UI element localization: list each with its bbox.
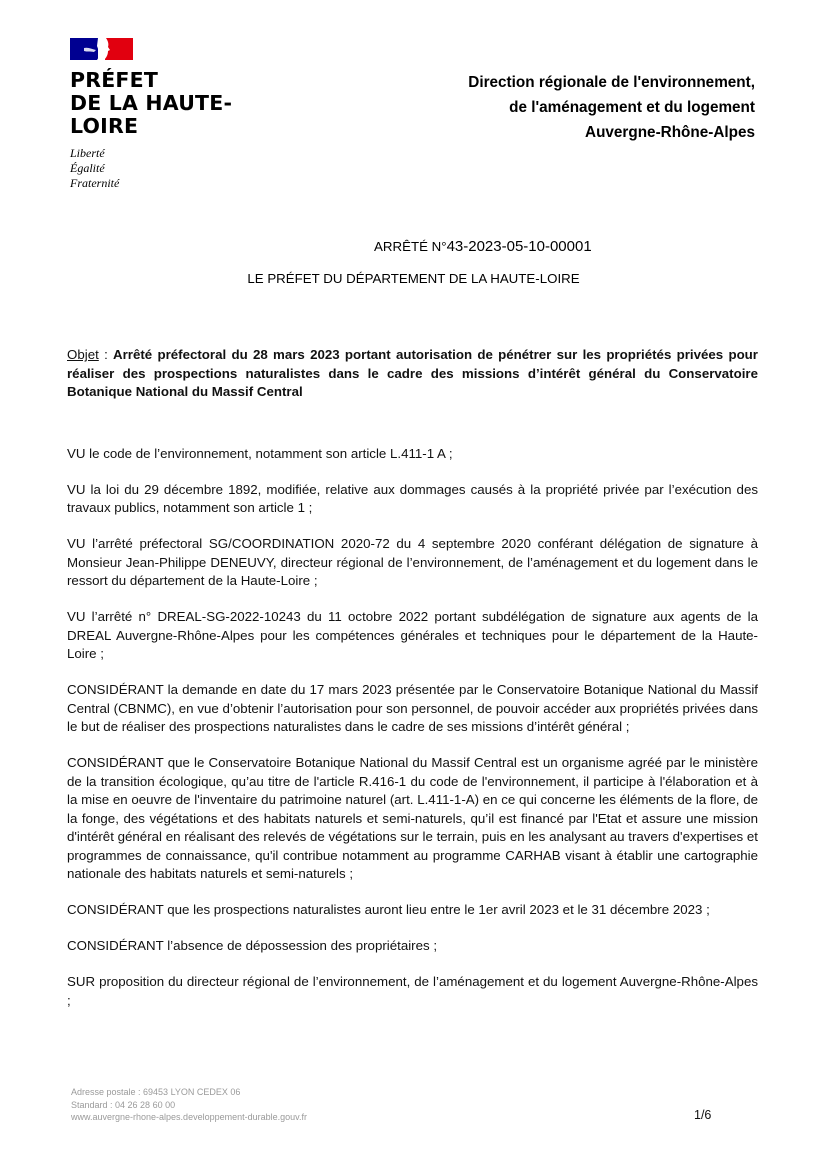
- issuing-service: [468, 70, 755, 145]
- visa-paragraph: VU la loi du 29 décembre 1892, modifiée, relative aux dommages causés à la propriété privée par l’exécution des travaux publics, notamment son article 1 ;: [67, 481, 758, 515]
- considerant-paragraph: CONSIDÉRANT la demande en date du 17 mars 2023 présentée par le Conservatoire Botanique National du Massif Central (CBNMC), en vue d’obtenir l’autorisation pour son personnel, de pouvoir accéder aux propriétés privées dans le but de réaliser des prospections naturalistes dans le cadre de ses missions d’intérêt général ;: [67, 682, 758, 734]
- republic-motto: [70, 146, 270, 191]
- service-line: Direction régionale de l'environnement,: [468, 74, 755, 91]
- footer-website: www.auvergne-rhone-alpes.developpement-durable.gouv.fr: [71, 1112, 307, 1122]
- arrete-number: [374, 238, 592, 255]
- institution-line: PRÉFET: [70, 68, 159, 92]
- arrete-number-value: 43-2023-05-10-00001: [446, 238, 592, 255]
- footer-phone: Standard : 04 26 28 60 00: [71, 1099, 176, 1110]
- objet-text: Arrêté préfectoral du 28 mars 2023 portant autorisation de pénétrer sur les propriétés privées pour réaliser des prospections naturalistes dans le cadre des missions d’intérêt général du Conservatoire Botanique National du Massif Central: [67, 347, 758, 399]
- footer-contact: [71, 1086, 307, 1124]
- institution-name: [70, 69, 270, 138]
- objet-paragraph: [67, 346, 758, 402]
- motto-egalite: Égalité: [70, 161, 105, 175]
- arrete-label: ARRÊTÉ N°: [374, 239, 447, 254]
- institution-line: LOIRE: [70, 114, 139, 138]
- visa-paragraph: VU l’arrêté préfectoral SG/COORDINATION 2020-72 du 4 septembre 2020 conférant délégation de signature à Monsieur Jean-Philippe DENEUVY, directeur régional de l’environnement, de l’aménagement et du logement dans le ressort du département de la Haute-Loire ;: [67, 536, 758, 588]
- institution-line: DE LA HAUTE-: [70, 91, 233, 115]
- prefecture-logo: [70, 38, 270, 191]
- objet-separator: :: [98, 347, 114, 362]
- considerant-paragraph: CONSIDÉRANT l’absence de dépossession des propriétaires ;: [67, 938, 438, 953]
- page-indicator: 1/6: [694, 1108, 712, 1122]
- marianne-profile-icon: [70, 38, 133, 60]
- considerant-paragraph: CONSIDÉRANT que les prospections naturalistes auront lieu entre le 1er avril 2023 et le 31 décembre 2023 ;: [67, 902, 710, 917]
- authority-title: LE PRÉFET DU DÉPARTEMENT DE LA HAUTE-LOIRE: [247, 271, 580, 286]
- proposition-paragraph: SUR proposition du directeur régional de l’environnement, de l’aménagement et du logement Auvergne-Rhône-Alpes ;: [67, 974, 758, 1008]
- footer-address: Adresse postale : 69453 LYON CEDEX 06: [71, 1087, 241, 1097]
- document-body: [67, 346, 758, 1010]
- service-line: Auvergne-Rhône-Alpes: [585, 124, 755, 141]
- considerant-paragraph: CONSIDÉRANT que le Conservatoire Botanique National du Massif Central est un organisme agréé par le ministère de la transition écologique, qu’au titre de l'article R.416-1 du code de l'environnement, il participe à l'élaboration et à la mise en oeuvre de l'inventaire du patrimoine naturel (art. L.411-1-A) en ce qui concerne les éléments de la flore, de la fonge, des végétations et des habitats naturels et semi-naturels, qu’il est financé par l'Etat et assure une mission d'intérêt général en réalisant des relevés de végétations sur le terrain, puis en les analysant au travers d'expertises et programmes de connaissance, qu'il contribue notamment au programme CARHAB visant à établir une cartographie nationale des habitats naturels et semi-naturels ;: [67, 755, 758, 881]
- motto-liberte: Liberté: [70, 146, 105, 160]
- visa-paragraph: VU le code de l’environnement, notamment son article L.411-1 A ;: [67, 445, 453, 461]
- marianne-flag-icon: [70, 38, 133, 60]
- motto-fraternite: Fraternité: [70, 176, 120, 190]
- service-line: de l'aménagement et du logement: [509, 99, 755, 116]
- visa-paragraph: VU l’arrêté n° DREAL-SG-2022-10243 du 11 octobre 2022 portant subdélégation de signature aux agents de la DREAL Auvergne-Rhône-Alpes pour les compétences générales et techniques pour le département de la Haute-Loire ;: [67, 609, 758, 661]
- objet-label: Objet: [67, 347, 99, 362]
